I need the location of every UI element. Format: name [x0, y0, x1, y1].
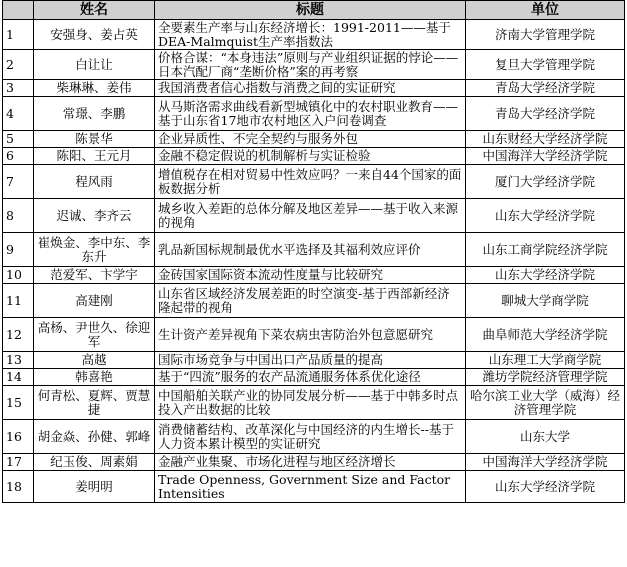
author-names: 高越: [34, 352, 155, 369]
affiliation: 山东大学经济学院: [466, 471, 625, 503]
paper-title: 金砖国家国际资本流动性度量与比较研究: [155, 267, 466, 284]
author-names: 白让让: [34, 50, 155, 80]
author-names: 范爱军、卞学宇: [34, 267, 155, 284]
table-row: [3, 20, 625, 50]
author-names: 高杨、尹世久、徐迎军: [34, 318, 155, 352]
author-names: 姜明明: [34, 471, 155, 503]
row-number: 15: [3, 386, 34, 420]
author-names: 纪玉俊、周素娟: [34, 454, 155, 471]
row-number: 13: [3, 352, 34, 369]
author-names: 陈阳、王元月: [34, 148, 155, 165]
table-row: [3, 233, 625, 267]
row-number: 11: [3, 284, 34, 318]
table-row: [3, 471, 625, 503]
row-number: 10: [3, 267, 34, 284]
row-number: 9: [3, 233, 34, 267]
table-row: [3, 369, 625, 386]
paper-title: 从马斯洛需求曲线看新型城镇化中的农村职业教育——基于山东省17地市农村地区入户问卷调查: [155, 97, 466, 131]
affiliation: 中国海洋大学经济学院: [466, 454, 625, 471]
table-row: [3, 97, 625, 131]
author-names: 胡金焱、孙健、郭峰: [34, 420, 155, 454]
affiliation: 曲阜师范大学经济学院: [466, 318, 625, 352]
affiliation: 青岛大学经济学院: [466, 80, 625, 97]
row-number: 16: [3, 420, 34, 454]
affiliation: 青岛大学经济学院: [466, 97, 625, 131]
table-row: [3, 165, 625, 199]
paper-title: 全要素生产率与山东经济增长：1991-2011——基于DEA-Malmquist生产率指数法: [155, 20, 466, 50]
affiliation: 厦门大学经济学院: [466, 165, 625, 199]
affiliation: 复旦大学管理学院: [466, 50, 625, 80]
paper-title: 价格合谋：“本身违法”原则与产业组织证据的悖论——日本汽配厂商“垄断价格”案的再考察: [155, 50, 466, 80]
paper-title: 生计资产差异视角下菜农病虫害防治外包意愿研究: [155, 318, 466, 352]
affiliation: 聊城大学商学院: [466, 284, 625, 318]
affiliation: 济南大学管理学院: [466, 20, 625, 50]
paper-title: 城乡收入差距的总体分解及地区差异——基于收入来源的视角: [155, 199, 466, 233]
author-names: 常璟、李鹏: [34, 97, 155, 131]
affiliation: 山东财经大学经济学院: [466, 131, 625, 148]
table-row: [3, 50, 625, 80]
header-index: [3, 1, 34, 20]
paper-title: 山东省区域经济发展差距的时空演变-基于西部新经济隆起带的视角: [155, 284, 466, 318]
table-row: [3, 284, 625, 318]
paper-title: 中国船舶关联产业的协同发展分析——基于中韩多时点投入产出数据的比较: [155, 386, 466, 420]
row-number: 2: [3, 50, 34, 80]
row-number: 4: [3, 97, 34, 131]
row-number: 12: [3, 318, 34, 352]
author-names: 陈景华: [34, 131, 155, 148]
table-row: [3, 267, 625, 284]
row-number: 14: [3, 369, 34, 386]
affiliation: 哈尔滨工业大学（威海）经济管理学院: [466, 386, 625, 420]
affiliation: 山东理工大学商学院: [466, 352, 625, 369]
affiliation: 山东大学经济学院: [466, 199, 625, 233]
table-row: [3, 80, 625, 97]
table-row: [3, 454, 625, 471]
paper-title: 企业异质性、不完全契约与服务外包: [155, 131, 466, 148]
table-row: [3, 131, 625, 148]
header-row: [3, 1, 625, 20]
author-names: 高建刚: [34, 284, 155, 318]
paper-title: 金融产业集聚、市场化进程与地区经济增长: [155, 454, 466, 471]
header-unit: 单位: [466, 1, 625, 20]
row-number: 1: [3, 20, 34, 50]
author-names: 崔焕金、李中东、李东升: [34, 233, 155, 267]
paper-title: 基于“四流”服务的农产品流通服务体系优化途径: [155, 369, 466, 386]
row-number: 18: [3, 471, 34, 503]
table-row: [3, 318, 625, 352]
header-title: 标题: [155, 1, 466, 20]
row-number: 3: [3, 80, 34, 97]
header-name: 姓名: [34, 1, 155, 20]
row-number: 6: [3, 148, 34, 165]
author-names: 何青松、夏辉、贾慧捷: [34, 386, 155, 420]
paper-title: 国际市场竞争与中国出口产品质量的提高: [155, 352, 466, 369]
row-number: 8: [3, 199, 34, 233]
row-number: 7: [3, 165, 34, 199]
affiliation: 潍坊学院经济管理学院: [466, 369, 625, 386]
paper-title: 金融不稳定假说的机制解析与实证检验: [155, 148, 466, 165]
row-number: 17: [3, 454, 34, 471]
paper-title: 消费储蓄结构、改革深化与中国经济的内生增长--基于人力资本累计模型的实证研究: [155, 420, 466, 454]
author-names: 柴琳琳、姜伟: [34, 80, 155, 97]
paper-title: 乳品新国标规制最优水平选择及其福利效应评价: [155, 233, 466, 267]
author-names: 安强身、姜占英: [34, 20, 155, 50]
author-paper-table: [2, 0, 625, 503]
table-row: [3, 199, 625, 233]
affiliation: 山东大学经济学院: [466, 267, 625, 284]
author-names: 程风雨: [34, 165, 155, 199]
paper-title: 增值税存在相对贸易中性效应吗？一来自44个国家的面板数据分析: [155, 165, 466, 199]
table-row: [3, 352, 625, 369]
table-row: [3, 148, 625, 165]
paper-title: 我国消费者信心指数与消费之间的实证研究: [155, 80, 466, 97]
table-row: [3, 386, 625, 420]
paper-title: Trade Openness, Government Size and Factor Intensities: [155, 471, 466, 503]
table-row: [3, 420, 625, 454]
author-names: 迟诚、李齐云: [34, 199, 155, 233]
row-number: 5: [3, 131, 34, 148]
affiliation: 山东工商学院经济学院: [466, 233, 625, 267]
affiliation: 山东大学: [466, 420, 625, 454]
author-names: 韩喜艳: [34, 369, 155, 386]
affiliation: 中国海洋大学经济学院: [466, 148, 625, 165]
table-body: [3, 20, 625, 503]
